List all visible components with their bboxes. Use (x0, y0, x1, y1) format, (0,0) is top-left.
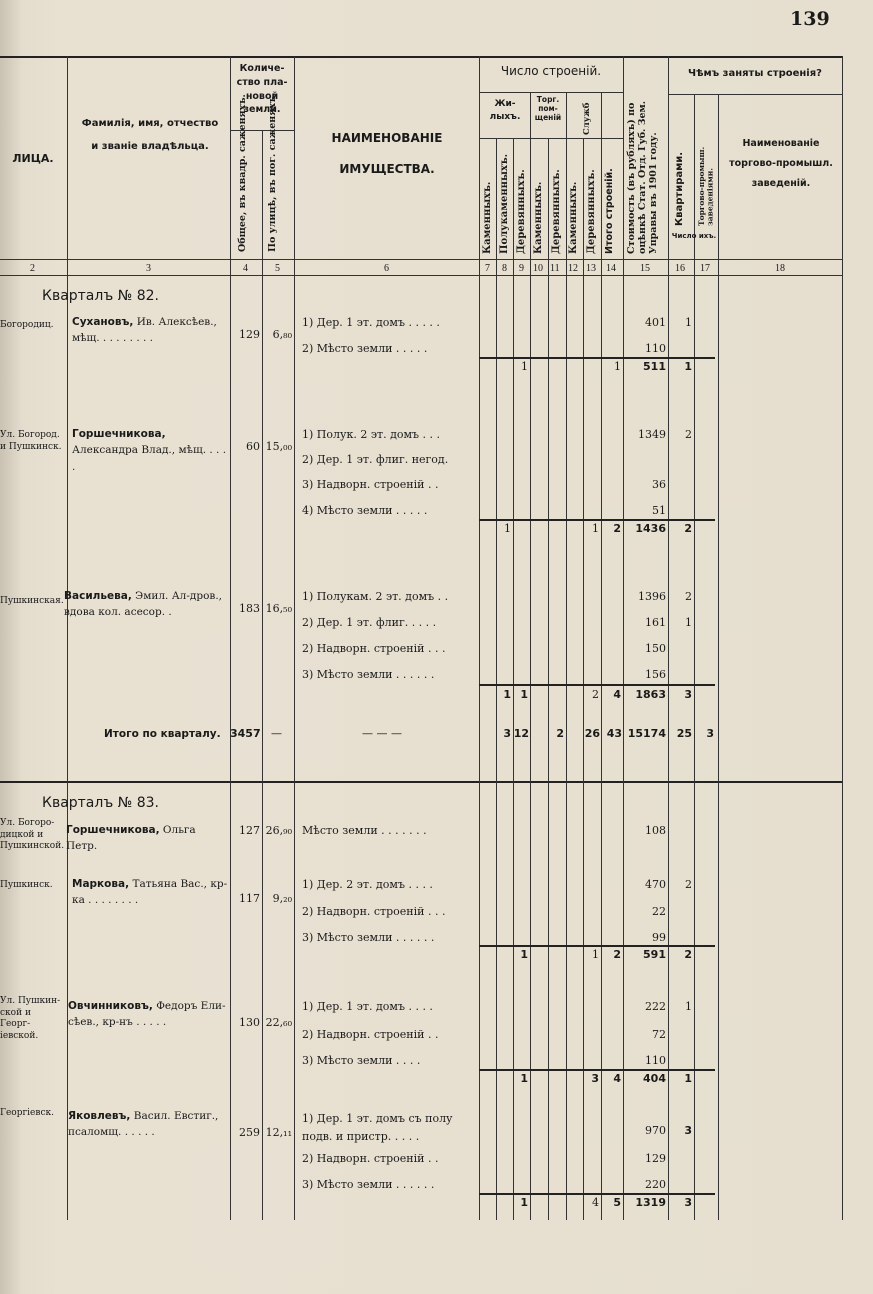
value-cell: 110 (645, 1054, 666, 1067)
header-bottom-border (0, 259, 842, 260)
total-cell: 2 (556, 727, 564, 740)
property-item: Мѣсто земли . . . . . . . (302, 824, 427, 837)
header-service: Служб (582, 102, 592, 135)
land-area: 127 (239, 824, 260, 837)
column-line (601, 92, 602, 1220)
header-owner: Фамилія, имя, отчество и званіе владѣльца. (81, 118, 219, 152)
owner-name: Овчинниковъ, Федоръ Ели- сѣев., кр-нъ . . . . . (68, 1000, 226, 1029)
column-line (530, 92, 531, 1220)
column-line (548, 138, 549, 1220)
column-line (262, 130, 263, 1220)
header-c11: Деревянныхъ. (551, 169, 562, 254)
quarters-cell: 3 (684, 1124, 692, 1137)
value-cell: 470 (645, 878, 666, 891)
owner-name: Васильева, Эмил. Ал-дров., вдова кол. асесор. . (64, 590, 222, 619)
value-cell: 401 (645, 316, 666, 329)
land-area: 130 (239, 1016, 260, 1029)
property-item: 3) Мѣсто земли . . . . . . (302, 668, 435, 681)
column-number: 15 (640, 263, 650, 274)
property-item: 3) Мѣсто земли . . . . . . (302, 931, 435, 944)
header-trade: Торг. пом- щеній (534, 95, 562, 122)
value-cell: 72 (652, 1028, 666, 1041)
column-number: 4 (243, 263, 248, 274)
land-frontage: 26,₉₀ (265, 824, 292, 837)
header-dwelling: Жи- лыхъ. (489, 99, 521, 122)
quarters-cell: 2 (685, 590, 692, 603)
land-area: 60 (246, 440, 260, 453)
owner-name: Горшечникова, Ольга Петр. (66, 824, 196, 853)
column-line (623, 56, 624, 1220)
total-frontage: — (271, 727, 282, 740)
subtotal-cell: 4 (613, 688, 621, 701)
header-land: Количе- ство пла- новой земли. (236, 63, 288, 116)
subtotal-cell: 4 (613, 1072, 621, 1085)
property-item: 3) Мѣсто земли . . . . (302, 1054, 421, 1067)
header-c10: Каменныхъ. (533, 181, 544, 254)
property-item: 2) Дер. 1 эт. флиг. негод. (302, 453, 449, 466)
column-number: 11 (550, 263, 560, 274)
subtotal-value: 1436 (635, 522, 666, 535)
street-name: Ул. Богоро- дицкой и Пушкинской. (0, 818, 65, 852)
column-line (496, 138, 497, 1220)
subtotal-cell: 5 (613, 1196, 621, 1209)
value-cell: 36 (652, 478, 666, 491)
total-value: 15174 (627, 727, 666, 740)
subtotal-quarters: 3 (684, 688, 692, 701)
header-buildings: Число строеній. (500, 64, 602, 78)
subtotal-cell: 1 (504, 522, 511, 535)
total-quarters: 25 (676, 727, 692, 740)
column-line (566, 92, 567, 1220)
property-item: 1) Дер. 1 эт. домъ . . . . (302, 1000, 433, 1013)
column-line (67, 56, 68, 1220)
value-cell: 1396 (638, 590, 666, 603)
total-property: — — — (362, 727, 402, 740)
land-frontage: 12,₁₁ (265, 1126, 292, 1139)
value-cell: 110 (645, 342, 666, 355)
property-item: 2) Надворн. строеній . . (302, 1028, 439, 1041)
column-number-border (0, 275, 842, 276)
street-name: Богородиц. (0, 320, 54, 330)
column-number: 17 (700, 263, 710, 274)
property-item: 2) Дер. 1 эт. флиг. . . . . (302, 616, 437, 629)
value-cell: 150 (645, 642, 666, 655)
column-number: 16 (675, 263, 685, 274)
quarter-total-label: Итого по кварталу. (104, 728, 221, 740)
quarters-cell: 1 (685, 316, 692, 329)
subtotal-cell: 4 (592, 1196, 599, 1209)
total-cell: 12 (513, 727, 529, 740)
value-cell: 129 (645, 1152, 666, 1165)
land-frontage: 9,₂₀ (272, 892, 292, 905)
value-cell: 1349 (638, 428, 666, 441)
land-frontage: 15,₀₀ (265, 440, 292, 453)
subtotal-cell: 1 (614, 360, 621, 373)
street-name: Ул. Пушкин- ской и Георг- іевской. (0, 996, 61, 1042)
header-property: НАИМЕНОВАНІЕ ИМУЩЕСТВА. (331, 131, 443, 177)
property-item: 4) Мѣсто земли . . . . . (302, 504, 428, 517)
property-item: 2) Мѣсто земли . . . . . (302, 342, 428, 355)
subtotal-line (479, 1193, 715, 1195)
header-c14: Итого строеній. (604, 168, 615, 254)
header-c9: Деревянныхъ. (516, 169, 527, 254)
total-cell: 43 (606, 727, 622, 740)
land-area: 117 (239, 892, 260, 905)
header-col4: Общее, въ квадр. саженяхъ. (237, 94, 248, 252)
land-frontage: 6,₈₀ (272, 328, 292, 341)
quarter-title: Кварталъ № 82. (42, 288, 159, 304)
header-occupied: Чѣмъ заняты строенія? (688, 68, 822, 79)
header-c13: Деревянныхъ. (586, 169, 597, 254)
land-area: 129 (239, 328, 260, 341)
column-line (479, 56, 480, 1220)
property-item: 2) Надворн. строеній . . (302, 1152, 439, 1165)
street-name: Георгіевск. (0, 1108, 54, 1118)
property-item: 3) Надворн. строеній . . (302, 478, 439, 491)
value-cell: 156 (645, 668, 666, 681)
property-item: 2) Надворн. строеній . . . (302, 905, 446, 918)
header-c12: Каменныхъ. (568, 181, 579, 254)
column-line (694, 94, 695, 1220)
land-area: 259 (239, 1126, 260, 1139)
land-area: 183 (239, 602, 260, 615)
total-area: 3457 (230, 727, 261, 740)
column-line (668, 56, 669, 1220)
street-name: Пушкинск. (0, 880, 53, 890)
property-item: 2) Надворн. строеній . . . (302, 642, 446, 655)
value-cell: 222 (645, 1000, 666, 1013)
subtotal-value: 1319 (635, 1196, 666, 1209)
column-number: 5 (275, 263, 280, 274)
subtotal-line (479, 519, 715, 521)
subtotal-line (479, 357, 715, 359)
column-number: 6 (384, 263, 389, 274)
header-c17: Торгово-промыш. заведеніями. (697, 146, 715, 226)
subtotal-line (479, 945, 715, 947)
property-item: 1) Дер. 2 эт. домъ . . . . (302, 878, 433, 891)
column-number: 12 (568, 263, 578, 274)
column-line (718, 94, 719, 1220)
street-name: Пушкинская. (0, 596, 64, 606)
header-c18: Наименованіе торгово-промышл. заведеній. (729, 138, 833, 189)
property-item: 1) Дер. 1 эт. домъ . . . . . (302, 316, 440, 329)
column-line (230, 56, 231, 1220)
subtotal-cell: 3 (591, 1072, 599, 1085)
column-number: 9 (519, 263, 524, 274)
subtotal-cell: 1 (520, 688, 528, 701)
quarter-title: Кварталъ № 83. (42, 795, 159, 811)
column-number: 13 (586, 263, 596, 274)
table-top-border (0, 56, 842, 58)
quarters-cell: 2 (685, 878, 692, 891)
header-c7: Каменныхъ. (482, 181, 493, 254)
subtotal-quarters: 2 (684, 948, 692, 961)
subtotal-cell: 2 (613, 522, 621, 535)
subtotal-cell: 1 (503, 688, 511, 701)
subtotal-cell: 1 (520, 1196, 528, 1209)
quarters-cell: 2 (685, 428, 692, 441)
value-cell: 99 (652, 931, 666, 944)
subtotal-cell: 1 (592, 522, 599, 535)
column-line (583, 138, 584, 1220)
header-col5: По улицѣ, въ пог. саженяхъ. (267, 92, 278, 252)
column-number: 7 (485, 263, 490, 274)
subtotal-cell: 1 (592, 948, 599, 961)
total-cell: 26 (584, 727, 600, 740)
property-item: 3) Мѣсто земли . . . . . . (302, 1178, 435, 1191)
header-col1: ЛИЦА. (12, 152, 54, 165)
street-name: Ул. Богород. и Пушкинск. (0, 430, 62, 452)
owner-name: Горшечникова, Александра Влад., мѣщ. . . . . (72, 428, 227, 473)
property-item: 1) Полук. 2 эт. домъ . . . (302, 428, 440, 441)
subtotal-cell: 1 (520, 1072, 528, 1085)
owner-name: Яковлевъ, Васил. Евстиг., псаломщ. . . . . . (68, 1110, 219, 1139)
subtotal-value: 1863 (635, 688, 666, 701)
subtotal-quarters: 1 (684, 1072, 692, 1085)
column-number: 14 (606, 263, 616, 274)
column-number: 18 (775, 263, 785, 274)
subtotal-cell: 2 (613, 948, 621, 961)
value-cell: 220 (645, 1178, 666, 1191)
subtotal-quarters: 1 (684, 360, 692, 373)
land-frontage: 22,₆₀ (265, 1016, 292, 1029)
total-trade: 3 (706, 727, 714, 740)
column-number: 3 (146, 263, 151, 274)
subtotal-cell: 1 (520, 948, 528, 961)
quarter-divider (0, 781, 842, 783)
header-c16: Квартирами. (674, 151, 685, 226)
value-cell: 51 (652, 504, 666, 517)
subtotal-cell: 1 (521, 360, 528, 373)
quarters-cell: 1 (685, 616, 692, 629)
owner-name: Сухановъ, Ив. Алексѣев., мѣщ. . . . . . . . . (72, 316, 217, 345)
page-number: 139 (790, 8, 830, 30)
header-c15: Стоимость (въ рубляхъ) по оцѣнкѣ Стат. Отд. Губ. Зем. Управы въ 1901 году. (626, 100, 659, 254)
column-number: 2 (30, 263, 35, 274)
column-number: 10 (533, 263, 543, 274)
quarters-cell: 1 (685, 1000, 692, 1013)
value-cell: 161 (645, 616, 666, 629)
value-cell: 22 (652, 905, 666, 918)
column-line (513, 138, 514, 1220)
subtotal-value: 591 (643, 948, 666, 961)
subtotal-cell: 2 (592, 688, 599, 701)
property-item: 1) Дер. 1 эт. домъ съ полу подв. и пристр. . . . . (302, 1112, 453, 1143)
subtotal-quarters: 3 (684, 1196, 692, 1209)
subtotal-line (479, 1069, 715, 1071)
property-item: 1) Полукам. 2 эт. домъ . . (302, 590, 449, 603)
subtotal-line (479, 684, 715, 686)
subtotal-value: 511 (643, 360, 666, 373)
header-c8: Полукаменныхъ. (499, 153, 510, 254)
header-c17b: Число ихъ. (671, 232, 717, 240)
table-right-border (842, 56, 843, 1220)
owner-name: Маркова, Татьяна Вас., кр-ка . . . . . . . . (72, 878, 228, 907)
value-cell: 970 (645, 1124, 666, 1137)
subtotal-value: 404 (643, 1072, 666, 1085)
subtotal-quarters: 2 (684, 522, 692, 535)
column-number: 8 (502, 263, 507, 274)
column-line (294, 56, 295, 1220)
total-cell: 3 (503, 727, 511, 740)
land-frontage: 16,₅₀ (265, 602, 292, 615)
value-cell: 108 (645, 824, 666, 837)
